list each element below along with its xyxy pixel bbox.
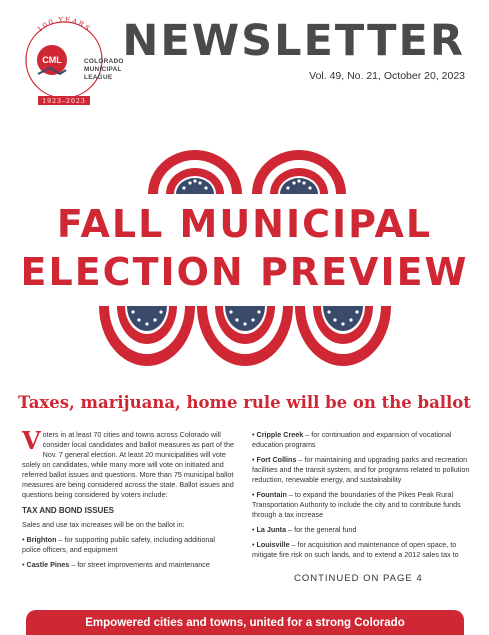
place-name: La Junta — [256, 525, 287, 534]
list-item: • La Junta – for the general fund — [252, 525, 357, 534]
item-text: – for continuation and expansion of vocational education programs — [252, 430, 452, 449]
intro-text: oters in at least 70 cities and towns across Colorado will consider local candidates and ballot measures as part of the Nov. 7 general election. At least 20 municipalities will vote solely on candidates, while many more will vote on initiated and referred ballot issues and questions. More than 75 municipal ballot measures are being considered across the state. Ballot issues and questions being considered by voters include: — [22, 430, 235, 499]
bunting-top — [144, 148, 350, 194]
bunting-left — [148, 150, 242, 194]
place-name: Brighton — [26, 535, 57, 544]
article-column-left — [22, 426, 235, 575]
place-name: Cripple Creek — [256, 430, 304, 439]
logo-name — [84, 58, 124, 82]
place-name: Fort Collins — [256, 455, 297, 464]
list-item: • Cripple Creek – for continuation and expansion of vocational education programs — [252, 430, 452, 449]
item-text: – for maintaining and upgrading parks and recreation facilities and the transit system, and for programs related to pollution reduction, renewable energy, and sustainability — [252, 455, 470, 484]
list-item: • Louisville – for acquisition and maintenance of open space, to mitigate fire risk on such lands, and to extend a 2012 sales tax to — [252, 540, 459, 559]
logo-top-arc: 100 YEARS — [35, 15, 93, 34]
list-item: • Fort Collins – for maintaining and upgrading parks and recreation facilities and the transit system, and for programs related to pollution reduction, renewable energy, and sustainability — [252, 455, 470, 484]
newsletter-title: NEWSLETTER — [122, 16, 465, 66]
article-column-right — [252, 430, 470, 565]
logo-initials: CML — [42, 55, 62, 65]
item-text: – to expand the boundaries of the Pikes Peak Rural Transportation Authority to include the city and to contribute funds through a tax increase — [252, 490, 461, 519]
bunting-swag-2 — [197, 306, 293, 366]
bunting-right — [252, 150, 346, 194]
issue-info: Vol. 49, No. 21, October 20, 2023 — [309, 70, 465, 82]
drop-cap: V — [22, 426, 41, 455]
article-intro — [22, 426, 235, 500]
place-name: Fountain — [256, 490, 287, 499]
item-text: – for street improvements and maintenance — [69, 560, 210, 569]
list-item: • Fountain – to expand the boundaries of the Pikes Peak Rural Transportation Authority to include the city and to contribute funds through a tax increase — [252, 490, 461, 519]
bunting-swag-1 — [99, 306, 195, 366]
item-text: – for supporting public safety, including additional police officers, and equipment — [22, 535, 215, 554]
headline-line-1: FALL MUNICIPAL — [56, 202, 433, 246]
list-item: • Brighton – for supporting public safety, including additional police officers, and equipment — [22, 535, 215, 554]
place-name: Castle Pines — [26, 560, 70, 569]
footer-tagline: Empowered cities and towns, united for a strong Colorado — [26, 610, 464, 635]
list-item: • Castle Pines – for street improvements and maintenance — [22, 560, 210, 569]
logo-years: 1923–2023 — [42, 98, 86, 105]
article-subhead: Taxes, marijuana, home rule will be on the ballot — [18, 393, 471, 412]
bunting-bottom — [97, 306, 393, 374]
section-intro: Sales and use tax increases will be on the ballot in: — [22, 520, 185, 529]
svg-text:100 YEARS — [36, 16, 93, 34]
place-name: Louisville — [256, 540, 290, 549]
section-heading: TAX AND BOND ISSUES — [22, 506, 115, 515]
logo-name-line: LEAGUE — [84, 74, 113, 81]
headline-line-2: ELECTION PREVIEW — [20, 250, 469, 294]
item-text: – for the general fund — [286, 525, 357, 534]
item-text: – for acquisition and maintenance of open space, to mitigate fire risk on such lands, and to extend a 2012 sales tax to — [252, 540, 459, 559]
logo-name-line: COLORADO — [84, 58, 124, 65]
continued-link[interactable]: CONTINUED ON PAGE 4 — [294, 573, 423, 584]
bunting-swag-3 — [295, 306, 391, 366]
logo-name-line: MUNICIPAL — [84, 66, 122, 73]
